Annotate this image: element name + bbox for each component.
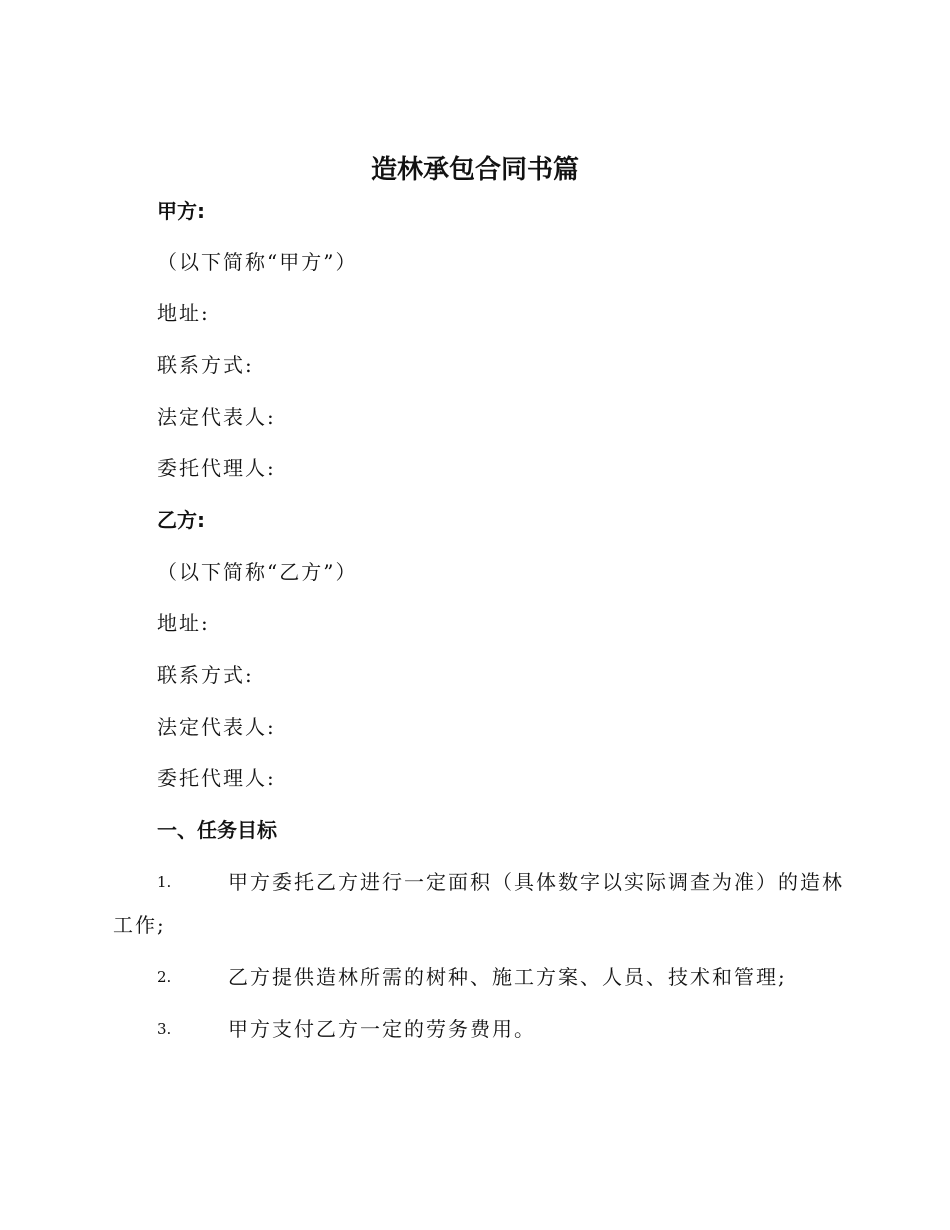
list-item-continuation: 工作; (113, 913, 166, 937)
party-b-heading: 乙方: (157, 508, 205, 532)
list-item-number: 1. (157, 873, 172, 891)
list-item-text: 甲方支付乙方一定的劳务费用。 (228, 1017, 536, 1041)
party-a-address: 地址: (157, 301, 210, 325)
section-heading: 一、任务目标 (157, 818, 277, 842)
list-item-number: 2. (157, 968, 172, 986)
party-b-legal-rep: 法定代表人: (157, 715, 276, 739)
party-b-contact: 联系方式: (157, 663, 254, 687)
party-a-alias: （以下简称“甲方”） (157, 250, 358, 274)
document-title: 造林承包合同书篇 (370, 155, 579, 185)
list-item-text: 甲方委托乙方进行一定面积（具体数字以实际调查为准）的造林 (228, 870, 844, 894)
list-item-text: 乙方提供造林所需的树种、施工方案、人员、技术和管理; (228, 965, 787, 989)
party-b-agent: 委托代理人: (157, 766, 276, 790)
party-a-agent: 委托代理人: (157, 456, 276, 480)
party-a-contact: 联系方式: (157, 353, 254, 377)
party-a-legal-rep: 法定代表人: (157, 405, 276, 429)
party-a-heading: 甲方: (157, 199, 205, 223)
party-b-address: 地址: (157, 611, 210, 635)
party-b-alias: （以下简称“乙方”） (157, 560, 358, 584)
list-item-number: 3. (157, 1020, 172, 1038)
